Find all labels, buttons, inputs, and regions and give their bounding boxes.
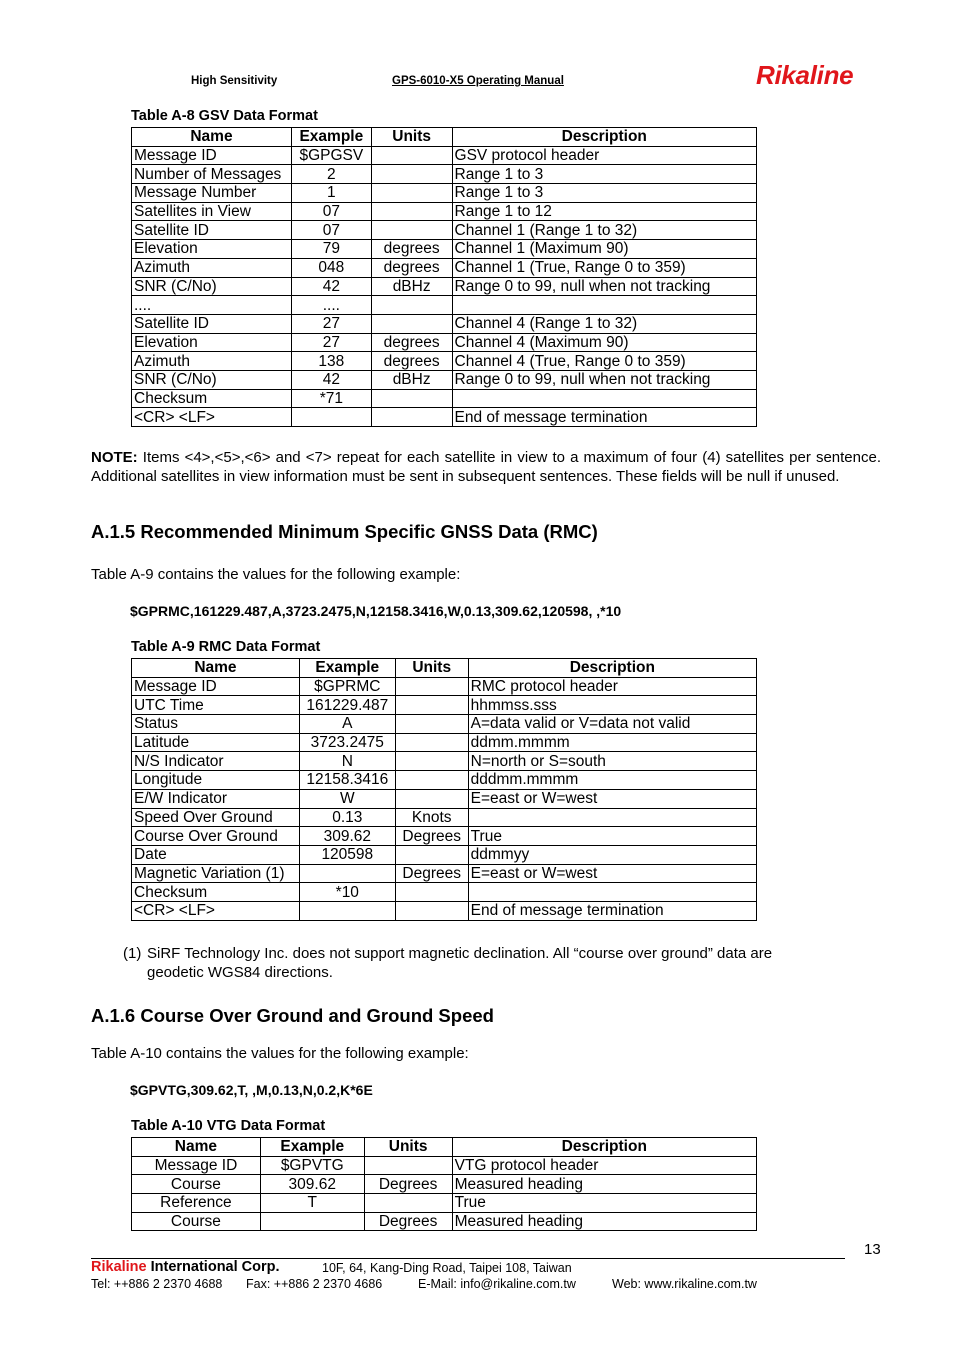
table-row xyxy=(132,771,757,790)
cell-description xyxy=(452,389,756,408)
cell-name: Satellite ID xyxy=(132,314,292,333)
footnote-line-2: geodetic WGS84 directions. xyxy=(147,964,333,981)
cell-name: <CR> <LF> xyxy=(132,408,292,427)
cell-example: $GPVTG xyxy=(260,1156,364,1175)
cell-name: Elevation xyxy=(132,333,292,352)
table-row xyxy=(132,146,757,165)
column-header-name: Name xyxy=(132,128,292,147)
cell-units: Degrees xyxy=(395,827,468,846)
table-row xyxy=(132,221,757,240)
footer-company xyxy=(91,1259,280,1275)
column-header-units: Units xyxy=(395,659,468,678)
cell-example: 0.13 xyxy=(299,808,395,827)
cell-units xyxy=(395,883,468,902)
cell-description: ddmmyy xyxy=(468,845,756,864)
section-a15-heading: A.1.5 Recommended Minimum Specific GNSS Data (RMC) xyxy=(91,521,598,542)
cell-name: Speed Over Ground xyxy=(132,808,300,827)
footer-email: E-Mail: info@rikaline.com.tw xyxy=(418,1277,576,1291)
section-a15-intro: Table A-9 contains the values for the following example: xyxy=(91,566,461,583)
column-header-description: Description xyxy=(452,1138,756,1157)
cell-name: Azimuth xyxy=(132,352,292,371)
cell-units xyxy=(371,184,452,203)
cell-example: 12158.3416 xyxy=(299,771,395,790)
cell-description: dddmm.mmmm xyxy=(468,771,756,790)
cell-example: *10 xyxy=(299,883,395,902)
cell-units xyxy=(395,901,468,920)
cell-units: degrees xyxy=(371,333,452,352)
cell-name: <CR> <LF> xyxy=(132,901,300,920)
cell-example: .... xyxy=(291,296,371,315)
cell-units xyxy=(371,408,452,427)
cell-units: Degrees xyxy=(395,864,468,883)
table-row xyxy=(132,165,757,184)
cell-description: Measured heading xyxy=(452,1212,756,1231)
cell-units xyxy=(371,314,452,333)
cell-example: 79 xyxy=(291,240,371,259)
column-header-name: Name xyxy=(132,1138,261,1157)
cell-name: Checksum xyxy=(132,883,300,902)
cell-example: 309.62 xyxy=(260,1175,364,1194)
cell-description: N=north or S=south xyxy=(468,752,756,771)
cell-name: SNR (C/No) xyxy=(132,370,292,389)
cell-units xyxy=(364,1156,452,1175)
cell-units xyxy=(371,146,452,165)
footer-company-brand: Rikaline xyxy=(91,1259,147,1275)
cell-description: RMC protocol header xyxy=(468,677,756,696)
table-row xyxy=(132,696,757,715)
cell-example xyxy=(299,901,395,920)
cell-example: 138 xyxy=(291,352,371,371)
table-row xyxy=(132,408,757,427)
cell-name: Satellite ID xyxy=(132,221,292,240)
cell-units xyxy=(395,715,468,734)
cell-name: Latitude xyxy=(132,733,300,752)
rmc-example-sentence: $GPRMC,161229.487,A,3723.2475,N,12158.3416,W,0.13,309.62,120598, ,*10 xyxy=(130,603,622,619)
cell-units: degrees xyxy=(371,258,452,277)
cell-name: Message ID xyxy=(132,677,300,696)
cell-name: .... xyxy=(132,296,292,315)
cell-units xyxy=(371,296,452,315)
table-a9-caption: Table A-9 RMC Data Format xyxy=(131,639,321,655)
cell-description: A=data valid or V=data not valid xyxy=(468,715,756,734)
cell-description: Channel 1 (Range 1 to 32) xyxy=(452,221,756,240)
column-header-example: Example xyxy=(299,659,395,678)
cell-description: Measured heading xyxy=(452,1175,756,1194)
section-a16-intro: Table A-10 contains the values for the following example: xyxy=(91,1045,469,1062)
cell-description: VTG protocol header xyxy=(452,1156,756,1175)
footer-address: 10F, 64, Kang-Ding Road, Taipei 108, Taiwan xyxy=(322,1261,572,1275)
cell-units xyxy=(371,202,452,221)
cell-name: N/S Indicator xyxy=(132,752,300,771)
table-row xyxy=(132,845,757,864)
cell-example xyxy=(260,1212,364,1231)
cell-example: 2 xyxy=(291,165,371,184)
footnote-marker: (1) xyxy=(123,945,142,962)
table-row xyxy=(132,808,757,827)
cell-description: ddmm.mmmm xyxy=(468,733,756,752)
table-row xyxy=(132,333,757,352)
cell-units xyxy=(371,221,452,240)
table-row xyxy=(132,677,757,696)
cell-description: E=east or W=west xyxy=(468,789,756,808)
cell-example: 048 xyxy=(291,258,371,277)
cell-name: Course xyxy=(132,1212,261,1231)
cell-description: Range 0 to 99, null when not tracking xyxy=(452,370,756,389)
cell-description xyxy=(452,296,756,315)
table-row xyxy=(132,883,757,902)
cell-description: End of message termination xyxy=(468,901,756,920)
cell-example: 309.62 xyxy=(299,827,395,846)
cell-name: Message ID xyxy=(132,1156,261,1175)
cell-example: 1 xyxy=(291,184,371,203)
cell-description: Range 1 to 3 xyxy=(452,184,756,203)
table-row xyxy=(132,789,757,808)
section-a16-heading: A.1.6 Course Over Ground and Ground Speed xyxy=(91,1005,494,1026)
cell-example xyxy=(299,864,395,883)
cell-description: End of message termination xyxy=(452,408,756,427)
cell-description: GSV protocol header xyxy=(452,146,756,165)
cell-example: 27 xyxy=(291,333,371,352)
cell-name: Status xyxy=(132,715,300,734)
cell-description: Channel 4 (True, Range 0 to 359) xyxy=(452,352,756,371)
cell-description: Range 1 to 3 xyxy=(452,165,756,184)
cell-units xyxy=(395,696,468,715)
table-row xyxy=(132,184,757,203)
table-a10-vtg xyxy=(131,1137,757,1231)
table-row xyxy=(132,1156,757,1175)
cell-description: Range 0 to 99, null when not tracking xyxy=(452,277,756,296)
table-a9-rmc xyxy=(131,658,757,921)
table-row xyxy=(132,752,757,771)
column-header-example: Example xyxy=(291,128,371,147)
cell-description: Channel 4 (Range 1 to 32) xyxy=(452,314,756,333)
cell-description: True xyxy=(452,1194,756,1213)
table-row xyxy=(132,1194,757,1213)
cell-example: 42 xyxy=(291,277,371,296)
cell-name: Course xyxy=(132,1175,261,1194)
cell-units xyxy=(395,752,468,771)
cell-description: Channel 4 (Maximum 90) xyxy=(452,333,756,352)
cell-units xyxy=(395,845,468,864)
cell-description: True xyxy=(468,827,756,846)
cell-name: Satellites in View xyxy=(132,202,292,221)
cell-example: *71 xyxy=(291,389,371,408)
cell-description: Channel 1 (Maximum 90) xyxy=(452,240,756,259)
column-header-description: Description xyxy=(452,128,756,147)
table-row xyxy=(132,202,757,221)
cell-name: Checksum xyxy=(132,389,292,408)
cell-name: Number of Messages xyxy=(132,165,292,184)
cell-description xyxy=(468,808,756,827)
cell-example xyxy=(291,408,371,427)
table-row xyxy=(132,258,757,277)
cell-units xyxy=(395,733,468,752)
cell-name: Reference xyxy=(132,1194,261,1213)
cell-description: Channel 1 (True, Range 0 to 359) xyxy=(452,258,756,277)
note-text: Items <4>,<5>,<6> and <7> repeat for each satellite in view to a maximum of four (4) satellites per sentence. Additional satellites in view information must be sent in subsequent sentences. These fields will be null if unused. xyxy=(91,449,881,485)
footnote-line-1: SiRF Technology Inc. does not support magnetic declination. All “course over ground” data are xyxy=(147,945,773,962)
table-row xyxy=(132,733,757,752)
cell-example: 161229.487 xyxy=(299,696,395,715)
cell-units: Degrees xyxy=(364,1212,452,1231)
note-label: NOTE: xyxy=(91,449,138,466)
cell-example: A xyxy=(299,715,395,734)
cell-name: Message Number xyxy=(132,184,292,203)
table-row xyxy=(132,240,757,259)
footer-tel: Tel: ++886 2 2370 4688 xyxy=(91,1277,223,1291)
cell-description: Range 1 to 12 xyxy=(452,202,756,221)
cell-example: $GPRMC xyxy=(299,677,395,696)
cell-units xyxy=(371,389,452,408)
column-header-units: Units xyxy=(364,1138,452,1157)
cell-name: UTC Time xyxy=(132,696,300,715)
cell-units xyxy=(371,165,452,184)
cell-units: Degrees xyxy=(364,1175,452,1194)
table-row xyxy=(132,370,757,389)
cell-name: SNR (C/No) xyxy=(132,277,292,296)
cell-name: Elevation xyxy=(132,240,292,259)
cell-units: dBHz xyxy=(371,277,452,296)
table-row xyxy=(132,715,757,734)
cell-example: 3723.2475 xyxy=(299,733,395,752)
cell-name: Message ID xyxy=(132,146,292,165)
cell-example: 27 xyxy=(291,314,371,333)
cell-example: 07 xyxy=(291,202,371,221)
cell-example: 120598 xyxy=(299,845,395,864)
cell-units: dBHz xyxy=(371,370,452,389)
cell-description: E=east or W=west xyxy=(468,864,756,883)
table-header-row xyxy=(132,128,757,147)
cell-units: Knots xyxy=(395,808,468,827)
cell-units: degrees xyxy=(371,352,452,371)
table-row xyxy=(132,277,757,296)
cell-units xyxy=(395,789,468,808)
vtg-example-sentence: $GPVTG,309.62,T, ,M,0.13,N,0.2,K*6E xyxy=(130,1082,373,1098)
cell-name: Longitude xyxy=(132,771,300,790)
rikaline-logo: Rikaline xyxy=(756,60,854,90)
table-header-row xyxy=(132,659,757,678)
cell-description: hhmmss.sss xyxy=(468,696,756,715)
table-a8-caption: Table A-8 GSV Data Format xyxy=(131,108,318,124)
cell-example: 42 xyxy=(291,370,371,389)
header-manual-title: GPS-6010-X5 Operating Manual xyxy=(392,75,564,87)
table-row xyxy=(132,314,757,333)
cell-name: Date xyxy=(132,845,300,864)
table-header-row xyxy=(132,1138,757,1157)
table-row xyxy=(132,352,757,371)
note-paragraph xyxy=(91,448,881,486)
column-header-units: Units xyxy=(371,128,452,147)
table-row xyxy=(132,1212,757,1231)
cell-units xyxy=(364,1194,452,1213)
table-a10-caption: Table A-10 VTG Data Format xyxy=(131,1118,326,1134)
cell-units xyxy=(395,771,468,790)
cell-example: $GPGSV xyxy=(291,146,371,165)
footer-fax: Fax: ++886 2 2370 4686 xyxy=(246,1277,383,1291)
table-row xyxy=(132,389,757,408)
table-row xyxy=(132,296,757,315)
cell-name: E/W Indicator xyxy=(132,789,300,808)
table-row xyxy=(132,827,757,846)
table-a8-gsv xyxy=(131,127,757,427)
header-doc-type: High Sensitivity xyxy=(191,75,278,87)
column-header-name: Name xyxy=(132,659,300,678)
footer-web: Web: www.rikaline.com.tw xyxy=(612,1277,757,1291)
cell-example: W xyxy=(299,789,395,808)
cell-name: Course Over Ground xyxy=(132,827,300,846)
cell-example: 07 xyxy=(291,221,371,240)
column-header-example: Example xyxy=(260,1138,364,1157)
cell-description xyxy=(468,883,756,902)
table-row xyxy=(132,1175,757,1194)
table-row xyxy=(132,901,757,920)
cell-example: N xyxy=(299,752,395,771)
footer-company-suffix: International Corp. xyxy=(146,1259,280,1275)
page-number: 13 xyxy=(864,1241,881,1258)
cell-name: Azimuth xyxy=(132,258,292,277)
cell-example: T xyxy=(260,1194,364,1213)
cell-units xyxy=(395,677,468,696)
cell-units: degrees xyxy=(371,240,452,259)
cell-name: Magnetic Variation (1) xyxy=(132,864,300,883)
table-row xyxy=(132,864,757,883)
column-header-description: Description xyxy=(468,659,756,678)
